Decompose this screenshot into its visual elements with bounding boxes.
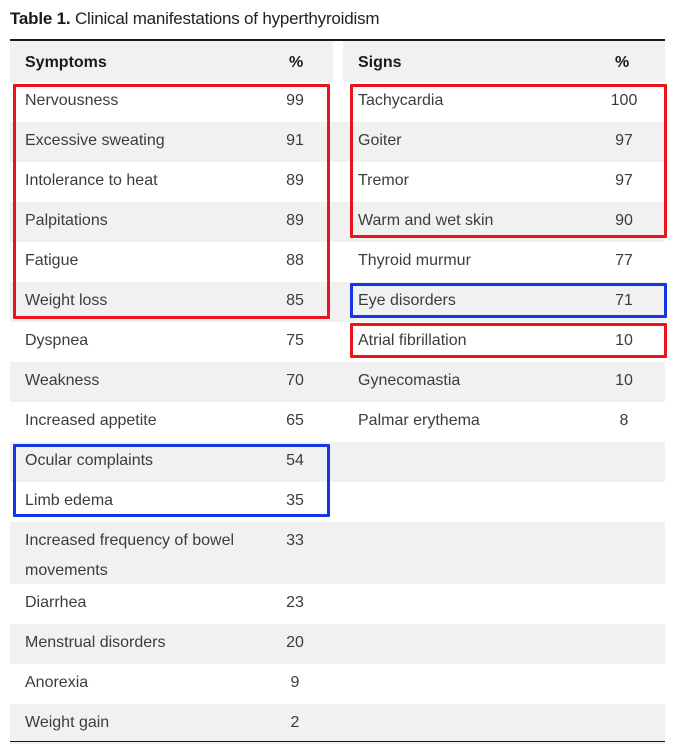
signs-percent-header: %	[615, 54, 630, 71]
sign-name: Goiter	[358, 132, 402, 149]
sign-name: Thyroid murmur	[358, 252, 471, 269]
symptom-percent: 70	[286, 372, 304, 389]
sign-percent: 8	[619, 412, 629, 429]
symptom-percent: 89	[286, 212, 304, 229]
symptom-name: Intolerance to heat	[25, 172, 158, 189]
symptom-name: Increased frequency of bowel movements	[25, 532, 235, 579]
symptoms-column-header: Symptoms	[25, 54, 107, 71]
sign-percent: 97	[615, 132, 633, 149]
symptom-name: Weight loss	[25, 292, 108, 309]
symptom-percent: 9	[290, 674, 300, 691]
symptom-percent: 88	[286, 252, 304, 269]
symptoms-percent-header: %	[289, 54, 304, 71]
sign-percent: 97	[615, 172, 633, 189]
table-row	[10, 704, 665, 744]
signs-blue-highlight	[350, 283, 667, 318]
signs-header	[343, 41, 665, 82]
symptom-name: Palpitations	[25, 212, 108, 229]
symptom-name: Excessive sweating	[25, 132, 165, 149]
sign-percent: 90	[615, 212, 633, 229]
sign-percent: 77	[615, 252, 633, 269]
table-bottom-rule	[10, 741, 665, 742]
symptom-percent: 54	[286, 452, 304, 469]
table-row	[10, 402, 665, 442]
symptom-name: Dyspnea	[25, 332, 89, 349]
symptom-name: Weight gain	[25, 714, 110, 731]
symptoms-red-highlight	[13, 84, 330, 319]
symptom-percent: 89	[286, 172, 304, 189]
symptom-name: Anorexia	[25, 674, 89, 691]
sign-percent: 10	[615, 332, 633, 349]
signs-column-header: Signs	[358, 54, 402, 71]
signs-red-highlight	[350, 84, 667, 238]
symptom-name: Ocular complaints	[25, 452, 154, 469]
table-title	[10, 9, 379, 29]
table-row	[10, 362, 665, 402]
symptom-name: Weakness	[25, 372, 100, 389]
table-row	[10, 522, 665, 584]
symptom-name: Increased appetite	[25, 412, 157, 429]
symptom-percent: 91	[286, 132, 304, 149]
sign-percent: 71	[615, 292, 633, 309]
symptom-percent: 75	[286, 332, 304, 349]
symptom-name: Menstrual disorders	[25, 634, 166, 651]
signs-red-highlight-af	[350, 323, 667, 358]
symptom-percent: 35	[286, 492, 304, 509]
symptom-name: Limb edema	[25, 492, 114, 509]
sign-percent: 100	[610, 92, 638, 109]
table-row	[10, 624, 665, 664]
symptom-percent: 99	[286, 92, 304, 109]
symptom-percent: 85	[286, 292, 304, 309]
table-label: Table 1.	[10, 9, 71, 28]
symptom-percent: 20	[286, 634, 304, 651]
symptoms-header	[10, 41, 333, 82]
sign-percent: 10	[615, 372, 633, 389]
sign-name: Atrial fibrillation	[358, 332, 467, 349]
symptom-percent: 33	[286, 532, 304, 549]
sign-name: Tremor	[358, 172, 409, 189]
symptom-percent: 65	[286, 412, 304, 429]
table-caption: Clinical manifestations of hyperthyroidism	[74, 9, 380, 28]
table-row	[10, 664, 665, 704]
sign-name: Gynecomastia	[358, 372, 461, 389]
sign-name: Eye disorders	[358, 292, 456, 309]
symptom-name: Fatigue	[25, 252, 79, 269]
symptom-percent: 2	[290, 714, 300, 731]
symptoms-blue-highlight	[13, 444, 330, 517]
symptom-name: Diarrhea	[25, 594, 87, 611]
sign-name: Tachycardia	[358, 92, 444, 109]
symptom-name: Nervousness	[25, 92, 119, 109]
sign-name: Palmar erythema	[358, 412, 480, 429]
table-row	[10, 584, 665, 624]
symptom-percent: 23	[286, 594, 304, 611]
sign-name: Warm and wet skin	[358, 212, 494, 229]
